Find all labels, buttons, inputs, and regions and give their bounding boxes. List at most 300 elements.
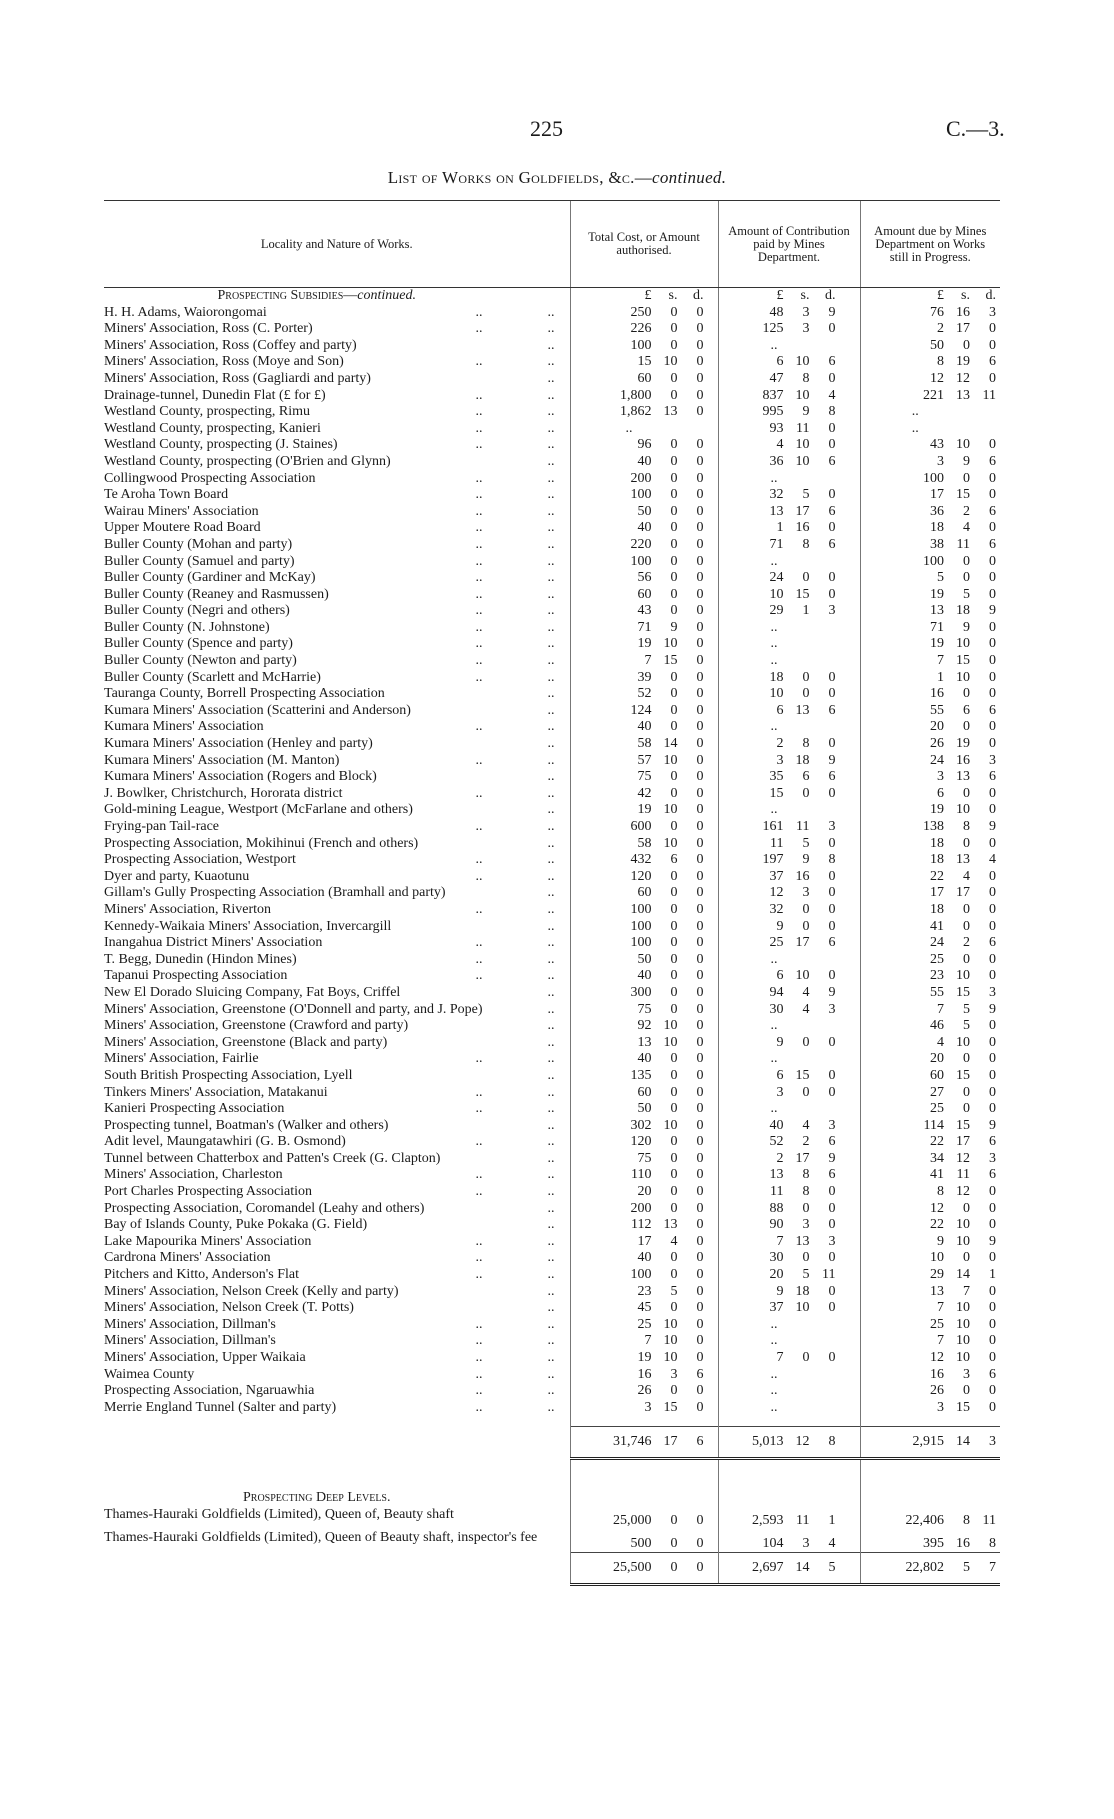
total-cost-cell (570, 703, 718, 720)
total-cost-cell (570, 471, 718, 488)
total-cost-cell (570, 537, 718, 554)
pounds: 250 (630, 304, 652, 320)
table-row (104, 570, 1000, 587)
table-row (104, 471, 1000, 488)
shillings: 0 (963, 785, 970, 801)
pounds: 22 (930, 1134, 944, 1150)
shillings: 0 (670, 868, 678, 884)
shillings: 0 (670, 321, 678, 337)
pence: 0 (696, 1200, 704, 1216)
total-cost (571, 802, 718, 819)
contribution-paid-cell (718, 321, 860, 338)
shillings: 15 (663, 653, 678, 669)
pence: 0 (696, 918, 704, 934)
pounds: 161 (762, 819, 784, 834)
contribution-paid-cell (718, 968, 860, 985)
total-cost-cell (570, 1151, 718, 1168)
section-heading-row (104, 288, 1000, 305)
amount-due-cell (860, 471, 1000, 488)
shillings: 15 (663, 1399, 678, 1415)
shillings: 3 (802, 885, 810, 901)
contribution-paid-nil: .. (770, 1333, 778, 1349)
pence: 0 (828, 1200, 836, 1216)
work-name: .. Buller County (N. Johnstone) .. (104, 620, 570, 637)
pence: 0 (828, 370, 836, 386)
contribution-paid (719, 1234, 860, 1251)
pounds: 395 (923, 1535, 944, 1551)
total-cost (571, 1101, 718, 1118)
work-name: .. Upper Moutere Road Board .. (104, 520, 570, 537)
amount-due (861, 869, 1001, 886)
table-row (104, 636, 1000, 653)
shillings: 0 (670, 437, 678, 453)
contribution-paid (719, 520, 860, 537)
total-cost (571, 554, 718, 571)
total-cost (571, 1383, 718, 1400)
contribution-paid (719, 1002, 860, 1019)
amount-due (861, 1201, 1001, 1218)
table-row (104, 985, 1000, 1002)
currency-units-labels (719, 288, 860, 305)
contribution-paid (719, 1250, 860, 1267)
pounds: 75 (637, 1001, 652, 1017)
shillings: 0 (670, 1101, 678, 1117)
shillings: 11 (796, 819, 810, 834)
pence: 0 (989, 1283, 996, 1299)
contribution-paid-cell (718, 836, 860, 853)
contribution-paid-cell (718, 305, 860, 322)
pence: 0 (696, 736, 704, 752)
pence: 4 (989, 852, 996, 868)
spacer-cell (570, 1416, 718, 1427)
pounds: 16 (930, 1366, 944, 1382)
amount-due-cell (860, 437, 1000, 454)
contribution-paid-cell (718, 587, 860, 604)
table-row (104, 670, 1000, 687)
total-cost (571, 1317, 718, 1334)
pence: 0 (828, 1300, 836, 1316)
work-name: .. Westland County, prospecting, Kanieri .. (104, 421, 570, 438)
pence: 0 (696, 570, 704, 586)
currency-units-labels (861, 288, 1001, 305)
pounds: 300 (630, 984, 652, 1000)
shillings: 10 (663, 636, 678, 652)
table-row (104, 354, 1000, 371)
pounds: 41 (930, 1167, 944, 1183)
pence: 0 (696, 1233, 704, 1249)
work-name: .. Buller County (Spence and party) .. (104, 636, 570, 653)
total-cost-cell (570, 305, 718, 322)
amount-due-cell (860, 404, 1000, 421)
contribution-paid-cell (718, 1167, 860, 1184)
shillings: 7 (963, 1283, 970, 1299)
pounds: 18 (930, 520, 944, 536)
contribution-paid (719, 504, 860, 521)
pence: 6 (989, 453, 996, 469)
work-name: .. Pitchers and Kitto, Anderson's Flat .. (104, 1267, 570, 1284)
total-cost-cell (570, 653, 718, 670)
shillings: 14 (795, 1560, 810, 1576)
amount-due (861, 786, 1001, 803)
contribution-paid (719, 1300, 860, 1317)
section-heading-row (104, 1490, 1000, 1507)
pence: 0 (989, 1018, 996, 1034)
shillings: 5 (802, 487, 810, 503)
total-cost (571, 354, 718, 371)
pence: 0 (696, 1034, 704, 1050)
shillings: 0 (670, 1084, 678, 1100)
total-cost-cell (570, 1507, 718, 1530)
work-name: Westland County, prospecting (O'Brien and Glynn) .. (104, 454, 570, 471)
amount-due (861, 1167, 1001, 1184)
shillings: 15 (956, 1399, 970, 1415)
contribution-paid (719, 686, 860, 703)
pounds: 30 (769, 1250, 784, 1266)
table-row (104, 1002, 1000, 1019)
table-row (104, 1184, 1000, 1201)
work-name: .. Prospecting Association, Westport .. (104, 852, 570, 869)
contribution-paid (719, 603, 860, 620)
spacer-cell (570, 1459, 718, 1491)
total-cost (571, 869, 718, 886)
pence: 9 (828, 1150, 836, 1166)
pence: 3 (989, 304, 996, 320)
pence: 0 (828, 321, 836, 337)
shillings: 0 (963, 470, 970, 486)
pence: 0 (828, 785, 836, 801)
pounds: 125 (762, 321, 784, 337)
amount-due-cell (860, 819, 1000, 836)
contribution-paid (719, 736, 860, 753)
contribution-paid (719, 1167, 860, 1184)
total-cost (571, 719, 718, 736)
total-cost-cell (570, 1400, 718, 1417)
contribution-paid (719, 1068, 860, 1085)
table-row (104, 952, 1000, 969)
contribution-paid-cell (718, 1118, 860, 1135)
total-cost-cell (570, 1530, 718, 1553)
pence: 9 (989, 819, 996, 834)
total-cost (571, 919, 718, 936)
shillings: 0 (802, 570, 810, 586)
pounds: 15 (769, 785, 784, 801)
pounds: 7 (937, 1001, 944, 1017)
pence: 3 (989, 1434, 996, 1450)
work-name: .. Kanieri Prospecting Association .. (104, 1101, 570, 1118)
pounds: 19 (930, 636, 944, 652)
shillings: 3 (802, 1535, 810, 1551)
pounds: 43 (637, 603, 652, 619)
pence: 6 (989, 702, 996, 718)
pence: 0 (696, 1316, 704, 1332)
shillings: 12 (956, 1184, 970, 1200)
contribution-paid-nil: .. (770, 1018, 778, 1034)
pence: 0 (696, 1267, 704, 1283)
shillings: 0 (963, 1383, 970, 1399)
contribution-paid-cell (718, 885, 860, 902)
shillings: 13 (663, 404, 678, 420)
pounds: 197 (762, 852, 784, 868)
pence: 3 (828, 1001, 836, 1017)
total-cost (571, 520, 718, 537)
pence: 0 (989, 736, 996, 752)
pounds: 17 (637, 1233, 652, 1249)
pence: 3 (828, 1233, 836, 1249)
pounds: 19 (930, 802, 944, 818)
shillings: 0 (963, 719, 970, 735)
pounds: 15 (637, 354, 652, 370)
total-cost (571, 786, 718, 803)
pounds: 10 (769, 586, 784, 602)
shillings: 4 (963, 520, 970, 536)
shillings: 3 (670, 1366, 678, 1382)
pounds: 2 (776, 1150, 784, 1166)
total-cost-cell (570, 1118, 718, 1135)
amount-due-cell (860, 1350, 1000, 1367)
total-cost-nil: .. (625, 420, 633, 436)
pence: 4 (828, 387, 836, 403)
pounds: 20 (930, 719, 944, 735)
pounds: 92 (637, 1018, 652, 1034)
amount-due-cell (860, 836, 1000, 853)
amount-due (861, 388, 1001, 405)
amount-due (861, 354, 1001, 371)
work-name: Prospecting tunnel, Boatman's (Walker and others) .. (104, 1118, 570, 1135)
shillings: 18 (795, 752, 810, 768)
pounds: 500 (630, 1535, 652, 1551)
amount-due (861, 1383, 1001, 1400)
shillings: 0 (963, 686, 970, 702)
pounds: 1 (937, 669, 944, 685)
pounds: 32 (769, 901, 784, 917)
amount-due-cell (860, 852, 1000, 869)
shillings: 8 (963, 1512, 970, 1528)
pence: 0 (989, 370, 996, 386)
work-name: Miners' Association, Greenstone (O'Donnell and party, and J. Pope) .. (104, 1002, 570, 1019)
amount-due (861, 1350, 1001, 1367)
pounds: 17 (930, 885, 944, 901)
pounds: 43 (930, 437, 944, 453)
total-cost (571, 1167, 718, 1184)
pound-sign: £ (937, 288, 944, 303)
table-row (104, 1400, 1000, 1417)
amount-due (861, 1317, 1001, 1334)
pounds: 7 (776, 1233, 784, 1249)
pence: 0 (989, 653, 996, 669)
total-cost-cell (570, 1167, 718, 1184)
shillings: 0 (963, 570, 970, 586)
total-row (104, 1553, 1000, 1585)
pence: 3 (828, 1117, 836, 1133)
pence: 0 (989, 437, 996, 453)
pence: 0 (828, 968, 836, 984)
pounds: 5 (937, 570, 944, 586)
total-cost (571, 1002, 718, 1019)
shillings: 15 (956, 1117, 970, 1133)
pence: 6 (828, 536, 836, 552)
shilling-label: s. (668, 288, 678, 303)
amount-due-cell (860, 968, 1000, 985)
pence: 0 (696, 1383, 704, 1399)
work-name: .. Miners' Association, Charleston .. (104, 1167, 570, 1184)
contribution-paid (719, 371, 860, 388)
pence: 0 (828, 1283, 836, 1299)
total-cost-cell (570, 802, 718, 819)
amount-due (861, 769, 1001, 786)
contribution-paid-cell (718, 1234, 860, 1251)
pounds: 110 (631, 1167, 652, 1183)
shillings: 0 (670, 1250, 678, 1266)
amount-due (861, 1536, 1001, 1552)
pence: 6 (989, 935, 996, 951)
pounds: 100 (630, 487, 652, 503)
amount-due-cell (860, 371, 1000, 388)
shillings: 0 (670, 769, 678, 785)
shillings: 0 (670, 453, 678, 469)
amount-due (861, 504, 1001, 521)
pounds: 36 (930, 503, 944, 519)
shillings: 8 (802, 736, 810, 752)
pence: 0 (989, 1383, 996, 1399)
amount-due (861, 1300, 1001, 1317)
contribution-paid (719, 1536, 860, 1552)
pence: 0 (696, 1560, 704, 1576)
amount-due (861, 653, 1001, 670)
pounds: 22,802 (905, 1560, 944, 1576)
pence: 3 (989, 984, 996, 1000)
work-name: .. Port Charles Prospecting Association .. (104, 1184, 570, 1201)
shillings: 0 (963, 1084, 970, 1100)
pence: 0 (828, 420, 836, 436)
total-cost-cell (570, 902, 718, 919)
work-name: .. Buller County (Samuel and party) .. (104, 554, 570, 571)
amount-due (861, 537, 1001, 554)
amount-due (861, 603, 1001, 620)
pence: 0 (696, 586, 704, 602)
work-name: Kumara Miners' Association (Scatterini and Anderson) .. (104, 703, 570, 720)
amount-due-cell (860, 554, 1000, 571)
table-row (104, 504, 1000, 521)
work-name: .. Miners' Association, Riverton .. (104, 902, 570, 919)
total-cost (571, 1085, 718, 1102)
pence: 0 (696, 1150, 704, 1166)
pence: 0 (828, 570, 836, 586)
total-cost-cell (570, 769, 718, 786)
work-name: Tunnel between Chatterbox and Patten's Creek (G. Clapton) .. (104, 1151, 570, 1168)
pounds: 40 (637, 1250, 652, 1266)
amount-due-cell (860, 421, 1000, 438)
total-cost (571, 1250, 718, 1267)
total-cost (571, 1068, 718, 1085)
total-cost-cell (570, 736, 718, 753)
pence: 0 (696, 802, 704, 818)
pence: 6 (696, 1434, 704, 1450)
pence: 0 (989, 686, 996, 702)
pounds: 135 (630, 1067, 652, 1083)
contribution-paid (719, 1284, 860, 1301)
amount-due (861, 1553, 1001, 1583)
total-cost (571, 1118, 718, 1135)
shillings: 16 (956, 304, 970, 320)
pounds: 29 (930, 1267, 944, 1283)
total-cost-cell (570, 587, 718, 604)
shillings: 8 (802, 370, 810, 386)
total-cost-cell (570, 836, 718, 853)
work-name: New El Dorado Sluicing Company, Fat Boys, Criffel .. (104, 985, 570, 1002)
pound-sign: £ (644, 288, 652, 303)
total-cost (571, 968, 718, 985)
contribution-paid-cell (718, 636, 860, 653)
table-row (104, 653, 1000, 670)
contribution-paid-cell (718, 1333, 860, 1350)
amount-due-cell (860, 1184, 1000, 1201)
shillings: 11 (796, 1512, 810, 1528)
contribution-paid-cell (718, 1267, 860, 1284)
amount-due (861, 670, 1001, 687)
shillings: 0 (963, 553, 970, 569)
amount-due (861, 736, 1001, 753)
work-name: Miners' Association, Greenstone (Black and party) .. (104, 1035, 570, 1052)
total-cost (571, 1234, 718, 1251)
contribution-paid (719, 819, 860, 836)
table-row (104, 1383, 1000, 1400)
shillings: 18 (795, 1283, 810, 1299)
table-row (104, 935, 1000, 952)
total-cost-cell (570, 520, 718, 537)
amount-due (861, 554, 1001, 571)
amount-due (861, 1151, 1001, 1168)
total-cost (571, 1217, 718, 1234)
pounds: 25,000 (613, 1512, 652, 1528)
shillings: 4 (802, 1117, 810, 1133)
contribution-paid-cell (718, 802, 860, 819)
pence: 4 (828, 1535, 836, 1551)
shillings: 9 (670, 619, 678, 635)
total-cost-cell (570, 1068, 718, 1085)
shillings: 0 (670, 901, 678, 917)
shillings: 16 (795, 868, 810, 884)
pence: 0 (989, 1217, 996, 1233)
total-cost-cell (570, 1184, 718, 1201)
work-name: Miners' Association, Ross (Gagliardi and party) .. (104, 371, 570, 388)
amount-due (861, 802, 1001, 819)
pence-label: d. (985, 288, 996, 303)
contribution-paid-cell (718, 919, 860, 936)
contribution-paid-cell (718, 421, 860, 438)
pounds: 93 (769, 420, 784, 436)
shillings: 0 (670, 885, 678, 901)
pence: 0 (696, 354, 704, 370)
pence: 0 (696, 1101, 704, 1117)
subtotal-row (104, 1427, 1000, 1459)
pence: 0 (696, 1134, 704, 1150)
pence: 0 (696, 1535, 704, 1551)
total-cost (571, 636, 718, 653)
pounds: 220 (630, 536, 652, 552)
pence: 11 (982, 387, 996, 403)
amount-due-cell (860, 1035, 1000, 1052)
pence: 0 (696, 686, 704, 702)
contribution-paid-cell (718, 985, 860, 1002)
shillings: 13 (795, 1233, 810, 1249)
pounds: 7 (937, 1333, 944, 1349)
pounds: 88 (769, 1200, 784, 1216)
amount-due (861, 1367, 1001, 1384)
amount-due-cell (860, 703, 1000, 720)
pounds: 11 (770, 835, 784, 851)
pence: 0 (696, 1350, 704, 1365)
spacer-cell (718, 1416, 860, 1427)
